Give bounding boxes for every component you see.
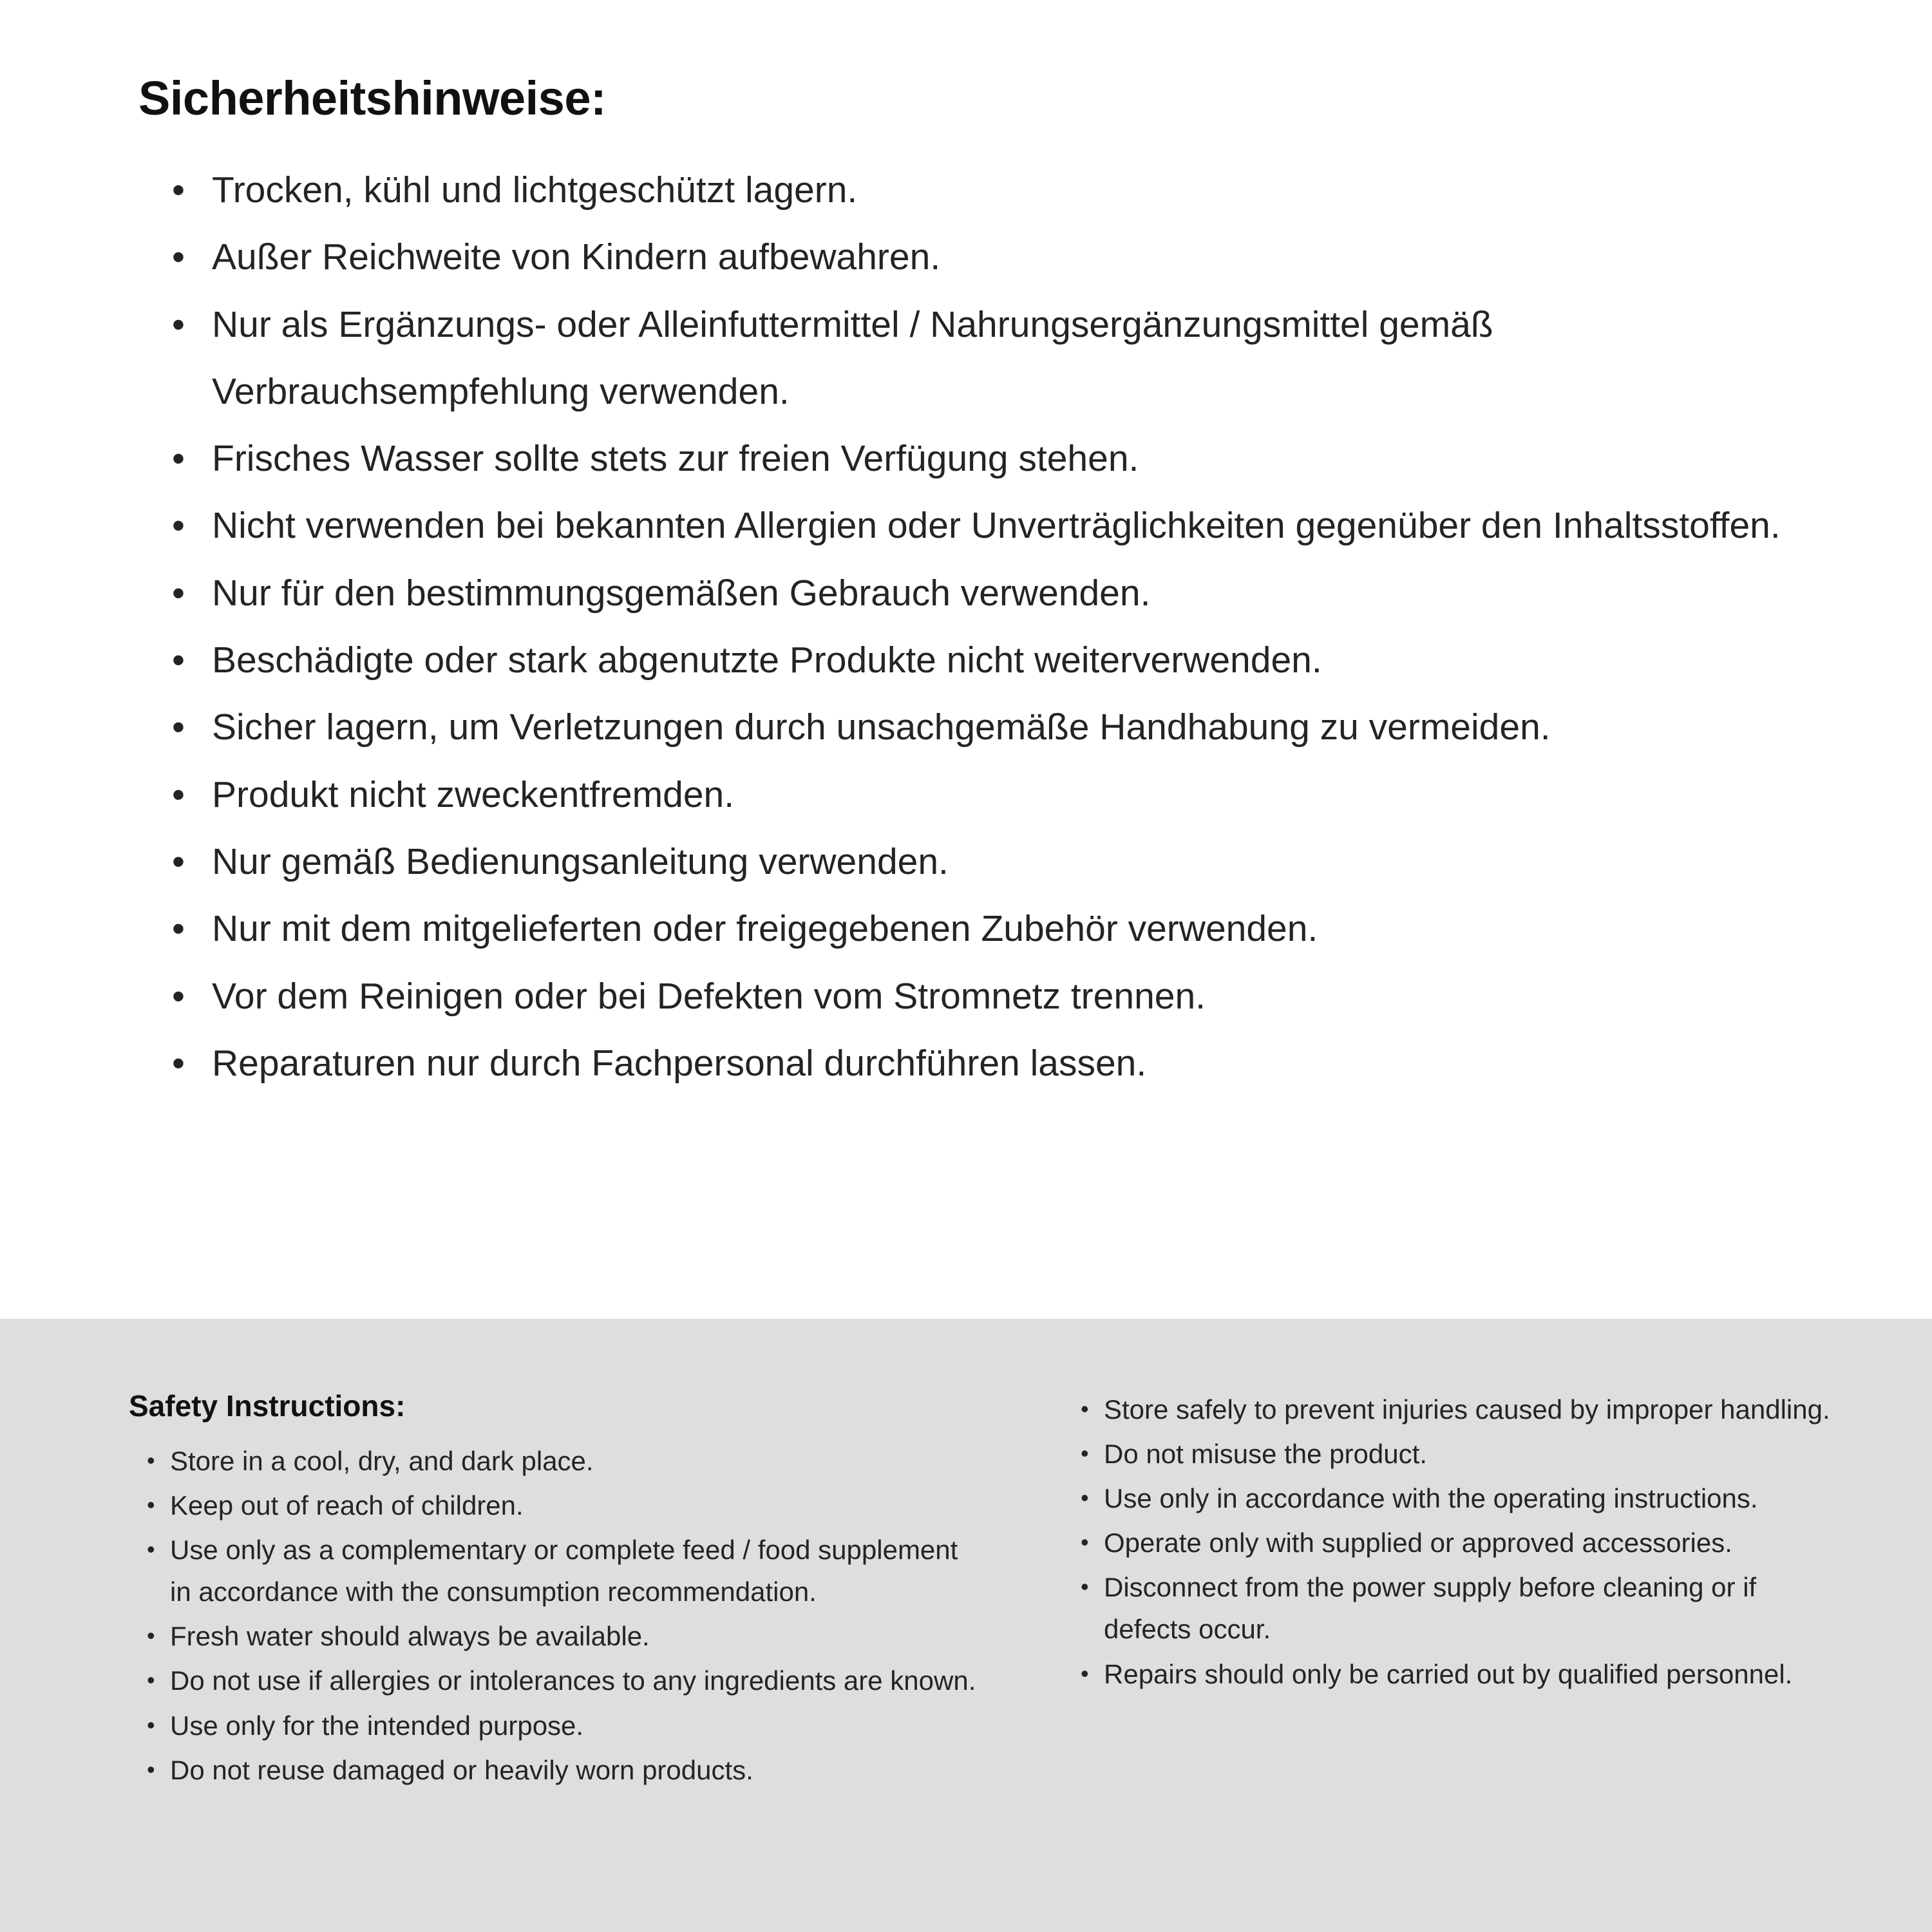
english-list-item: • Do not misuse the product.	[1077, 1433, 1842, 1475]
german-list-item: • Trocken, kühl und lichtgeschützt lagern.	[172, 156, 1835, 223]
german-safety-list	[138, 156, 1835, 1097]
german-list-item: • Reparaturen nur durch Fachpersonal durchführen lassen.	[172, 1030, 1835, 1097]
english-section	[0, 1319, 1932, 1932]
english-list-item: • Do not reuse damaged or heavily worn products.	[143, 1749, 985, 1791]
german-list-item: • Nur als Ergänzungs- oder Alleinfuttermittel / Nahrungsergänzungsmittel gemäß Verbrauchsempfehlung verwenden.	[172, 291, 1835, 426]
english-section-title: Safety Instructions:	[129, 1389, 406, 1423]
german-list-item: • Produkt nicht zweckentfremden.	[172, 761, 1835, 828]
english-safety-list-left	[129, 1440, 985, 1791]
english-list-item: • Operate only with supplied or approved accessories.	[1077, 1522, 1842, 1564]
german-list-item: • Außer Reichweite von Kindern aufbewahren.	[172, 223, 1835, 290]
german-section-title: Sicherheitshinweise:	[138, 71, 607, 125]
english-list-item: • Store safely to prevent injuries caused by improper handling.	[1077, 1388, 1842, 1430]
english-list-item: • Store in a cool, dry, and dark place.	[143, 1440, 985, 1482]
english-list-item: • Use only for the intended purpose.	[143, 1705, 985, 1747]
german-list-item: • Nur für den bestimmungsgemäßen Gebrauch verwenden.	[172, 560, 1835, 627]
english-safety-list-right	[1063, 1388, 1842, 1695]
english-list-item: • Keep out of reach of children.	[143, 1484, 985, 1526]
german-list-item: • Nur mit dem mitgelieferten oder freigegebenen Zubehör verwenden.	[172, 895, 1835, 962]
german-list-item: • Vor dem Reinigen oder bei Defekten vom Stromnetz trennen.	[172, 963, 1835, 1030]
english-right-column	[1063, 1388, 1842, 1932]
german-list-item: • Frisches Wasser sollte stets zur freien Verfügung stehen.	[172, 425, 1835, 492]
german-list-item: • Nicht verwenden bei bekannten Allergien oder Unverträglichkeiten gegenüber den Inhaltsstoffen.	[172, 492, 1835, 559]
english-left-column	[129, 1388, 985, 1932]
english-list-item: • Fresh water should always be available.	[143, 1615, 985, 1657]
english-list-item: • Use only in accordance with the operating instructions.	[1077, 1477, 1842, 1519]
english-list-item: • Do not use if allergies or intolerances to any ingredients are known.	[143, 1660, 985, 1701]
english-list-item: • Repairs should only be carried out by qualified personnel.	[1077, 1653, 1842, 1695]
english-list-item: • Use only as a complementary or complete feed / food supplement in accordance with the consumption recommendation.	[143, 1529, 985, 1613]
german-list-item: • Nur gemäß Bedienungsanleitung verwenden.	[172, 828, 1835, 895]
german-list-item: • Sicher lagern, um Verletzungen durch unsachgemäße Handhabung zu vermeiden.	[172, 694, 1835, 761]
german-list-item: • Beschädigte oder stark abgenutzte Produkte nicht weiterverwenden.	[172, 627, 1835, 694]
english-list-item: • Disconnect from the power supply before cleaning or if defects occur.	[1077, 1566, 1842, 1650]
